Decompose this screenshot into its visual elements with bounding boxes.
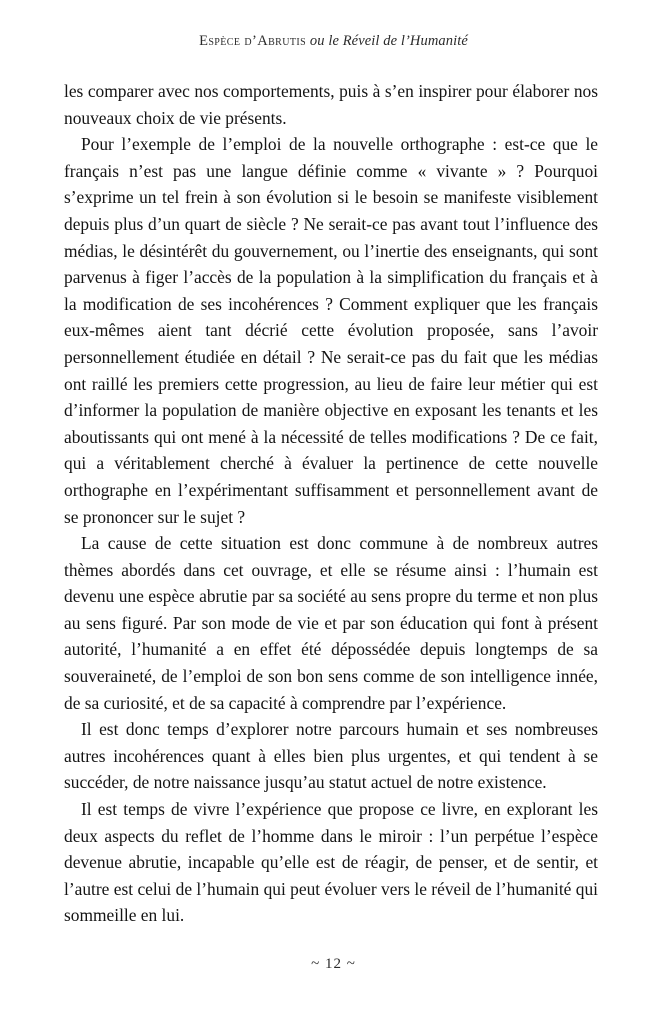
body-text xyxy=(64,78,598,929)
paragraph: Pour l’exemple de l’emploi de la nouvelle orthographe : est-ce que le français n’est pas une langue définie comme « vivante » ? Pourquoi s’exprime un tel frein à son évolution si le besoin se manifeste visiblement depuis plus d’un quart de siècle ? Ne serait-ce pas avant tout l’influence des médias, le désintérêt du gouvernement, ou l’inertie des enseignants, qui sont parvenus à figer l’accès de la population à la simplification du français et à la modification de ses incohérences ? Comment expliquer que les français eux-mêmes aient tant décrié cette évolution proposée, sans l’avoir personnellement étudiée en détail ? Ne serait-ce pas du fait que les médias ont raillé les premiers cette progression, au lieu de faire leur métier qui est d’informer la population de manière objective en exposant les tenants et les aboutissants qui ont mené à la nécessité de telles modifications ? De ce fait, qui a véritablement cherché à évaluer la pertinence de cette nouvelle orthographe en l’expérimentant suffisamment et personnellement avant de se prononcer sur le sujet ? xyxy=(64,134,598,527)
running-header-title: Espèce d’Abrutis xyxy=(199,33,307,49)
paragraph: Il est donc temps d’explorer notre parcours humain et ses nombreuses autres incohérences quant à elles bien plus urgentes, et qui tendent à se succéder, de notre naissance jusqu’au statut actuel de notre existence. xyxy=(64,719,598,793)
paragraph: Il est temps de vivre l’expérience que propose ce livre, en explorant les deux aspects du reflet de l’homme dans le miroir : l’un perpétue l’espèce devenue abrutie, incapable qu’elle est de réagir, de penser, et de sentir, et l’autre est celui de l’humain qui peut évoluer vers le réveil de l’humanité qui sommeille en lui. xyxy=(64,799,598,926)
page-number: ~ 12 ~ xyxy=(311,956,356,972)
paragraph: les comparer avec nos comportements, puis à s’en inspirer pour élaborer nos nouveaux choix de vie présents. xyxy=(64,81,598,128)
paragraph: La cause de cette situation est donc commune à de nombreux autres thèmes abordés dans cet ouvrage, et elle se résume ainsi : l’humain est devenu une espèce abrutie par sa société au sens propre du terme et non plus au sens figuré. Par son mode de vie et par son éducation qui font à présent autorité, l’humanité a en effet été dépossédée depuis longtemps de sa souveraineté, de l’emploi de son bon sens comme de son intelligence innée, de sa curiosité, et de sa capacité à comprendre par l’expérience. xyxy=(64,533,598,713)
running-header xyxy=(0,33,667,50)
running-header-subtitle: ou le Réveil de l’Humanité xyxy=(309,33,468,49)
